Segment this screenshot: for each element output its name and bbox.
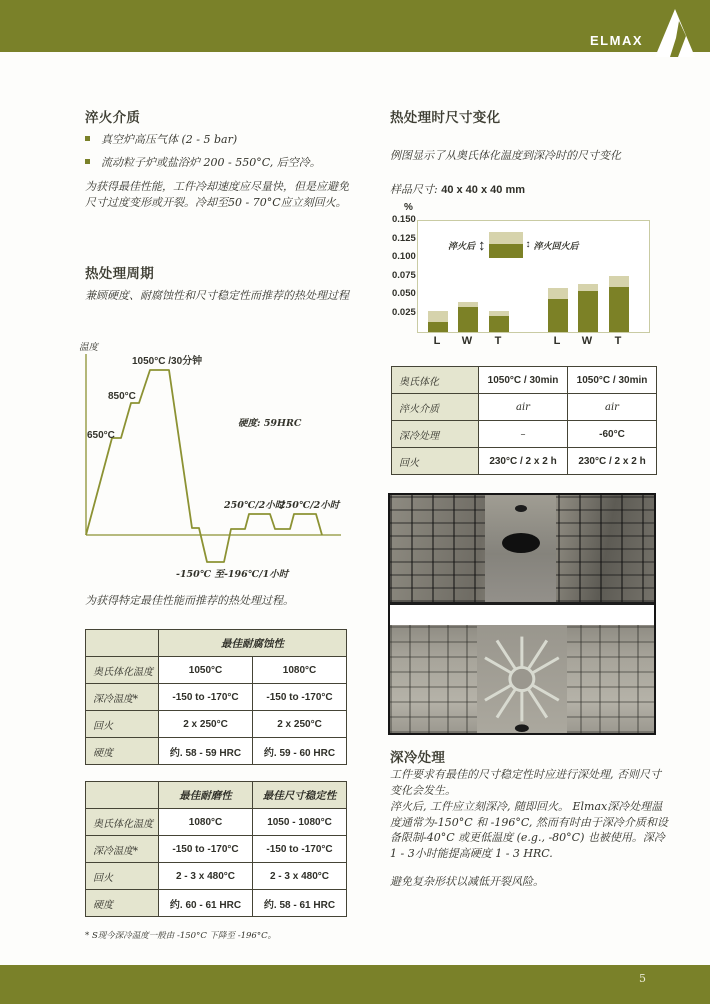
row-label: 硬度 — [86, 738, 159, 765]
row-value: 2 x 250°C — [253, 711, 347, 738]
bar-segment-tempered — [578, 291, 598, 332]
x-tick-label: T — [614, 335, 622, 347]
corrosion-resistance-table — [85, 629, 347, 765]
legend-label-quenched: 淬火后 — [448, 241, 476, 252]
bar-L-0 — [428, 311, 448, 332]
row-value: 1080°C — [159, 809, 253, 836]
bar-segment-tempered — [458, 307, 478, 332]
x-tick-label: L — [553, 335, 561, 347]
photo-center-plate — [485, 495, 556, 602]
dimensional-change-chart — [392, 203, 658, 353]
row-label: 深冷温度* — [86, 836, 159, 863]
bar-segment-tempered — [428, 322, 448, 332]
bar-segment-tempered — [548, 299, 568, 332]
row-label: 硬度 — [86, 890, 159, 917]
x-tick-label: L — [433, 335, 441, 347]
row-value: -60°C — [568, 421, 657, 448]
heat-cycle-diagram — [78, 342, 350, 587]
table-footnote: * S现今深冷温度一般由 -150°C 下降至 -196°C。 — [85, 931, 277, 941]
legend-swatch-light — [489, 232, 523, 244]
row-value: 2 x 250°C — [159, 711, 253, 738]
row-value: 约. 58 - 59 HRC — [159, 738, 253, 765]
row-value: 230°C / 2 x 2 h — [568, 448, 657, 475]
treatment-comparison-table — [391, 366, 657, 475]
y-tick-label: 0.025 — [392, 306, 416, 318]
sample-size-line — [390, 182, 525, 198]
section-title-quench-media: 淬火介质 — [85, 110, 141, 125]
wear-stability-table — [85, 781, 347, 917]
table-row — [392, 394, 657, 421]
row-label: 回火 — [392, 448, 479, 475]
column-header: 最佳耐磨性 — [159, 782, 253, 809]
list-item — [85, 131, 237, 147]
legend-swatch-dark — [489, 244, 523, 258]
cryo-paragraph-1: 工件要求有最佳的尺寸稳定性时应进行深处理, 否则尺寸变化会发生。 — [390, 768, 661, 797]
x-tick-label: W — [581, 335, 593, 347]
diagram-temper2-label: 250℃/2小时 — [279, 500, 340, 511]
diagram-cryo-label: -150℃ 至-196℃/1小时 — [176, 569, 289, 580]
photo-runner-plate — [477, 625, 567, 733]
column-header: 最佳尺寸稳定性 — [253, 782, 347, 809]
table-row — [86, 836, 347, 863]
updown-arrow-icon: ↕ — [478, 236, 486, 254]
row-value: -150 to -170°C — [253, 836, 347, 863]
row-label: 回火 — [86, 863, 159, 890]
section-title-dim-change: 热处理时尺寸变化 — [390, 110, 501, 125]
bullet-text: 真空炉高压气体 (2 - 5 bar) — [101, 133, 238, 146]
table-row — [86, 738, 347, 765]
bar-T-2 — [489, 311, 509, 332]
row-label: 奥氏体化温度 — [86, 809, 159, 836]
cycle-intro: 兼顾硬度、耐腐蚀性和尺寸稳定性而推荐的热处理过程 — [85, 289, 349, 302]
column-header: 最佳耐腐蚀性 — [159, 630, 347, 657]
section-title-cryo: 深冷处理 — [390, 750, 446, 765]
bullet-square-icon — [85, 136, 90, 141]
diagram-850-label: 850°C — [108, 391, 136, 402]
x-tick-label: W — [461, 335, 473, 347]
diagram-y-axis-label: 温度 — [79, 342, 99, 353]
row-label: 深冷温度* — [86, 684, 159, 711]
bar-W-4 — [578, 284, 598, 332]
sample-size-value: 40 x 40 x 40 mm — [441, 184, 526, 196]
y-axis-unit-label: % — [404, 202, 413, 213]
diagram-temper1-label: 250℃/2小时 — [224, 500, 285, 511]
footer-band — [0, 965, 710, 1004]
legend-sample-bar — [489, 232, 523, 258]
table-row — [86, 711, 347, 738]
runner-star-icon — [477, 625, 567, 733]
row-label: 淬火介质 — [392, 394, 479, 421]
row-value: 1050 - 1080°C — [253, 809, 347, 836]
y-tick-label: 0.075 — [392, 269, 416, 281]
photo-small-hole — [515, 505, 527, 512]
row-value: 230°C / 2 x 2 h — [479, 448, 568, 475]
optimum-note: 为获得特定最佳性能而推荐的热处理过程。 — [85, 594, 294, 607]
table-row — [392, 367, 657, 394]
x-tick-label: T — [494, 335, 502, 347]
row-value: – — [479, 421, 568, 448]
legend-label-tempered: 淬火回火后 — [533, 241, 579, 252]
diagram-peak-label: 1050°C /30分钟 — [132, 356, 203, 367]
row-value: 2 - 3 x 480°C — [159, 863, 253, 890]
row-value: 约. 60 - 61 HRC — [159, 890, 253, 917]
empty-cell — [86, 630, 159, 657]
dim-intro: 例图显示了从奥氏体化温度到深冷时的尺寸变化 — [390, 149, 621, 162]
photo-large-hole — [502, 533, 540, 553]
chart-plot-area — [417, 220, 650, 333]
row-value: 1080°C — [253, 657, 347, 684]
row-label: 奥氏体化 — [392, 367, 479, 394]
table-row — [86, 657, 347, 684]
sample-size-label: 样品尺寸: — [390, 183, 438, 196]
section-title-ht-cycle: 热处理周期 — [85, 266, 154, 281]
table-header-row — [86, 630, 347, 657]
row-value: -150 to -170°C — [159, 684, 253, 711]
row-value: -150 to -170°C — [159, 836, 253, 863]
table-row — [392, 421, 657, 448]
updown-arrow-icon: ↕ — [525, 239, 531, 250]
row-value: air — [568, 394, 657, 421]
bar-L-3 — [548, 288, 568, 332]
row-label: 奥氏体化温度 — [86, 657, 159, 684]
row-value: 1050°C / 30min — [568, 367, 657, 394]
photo-lower-mould-half — [390, 625, 654, 733]
bar-segment-tempered — [609, 287, 629, 332]
y-tick-label: 0.100 — [392, 251, 416, 262]
mould-photo — [388, 493, 656, 735]
table-row — [392, 448, 657, 475]
cryo-paragraph-2: 淬火后, 工件应立刻深冷, 随即回火。 Elmax深冷处理温度通常为-150°C 和 -196°C, 然而有时由于深冷介质和设备限制-40°C 或更低温度 (e.g., -80°C) 也被使用。深冷 1 - 3小时能提高硬度 1 - 3 HRC. — [390, 800, 668, 860]
diagram-hardness-label: 硬度: 59HRC — [238, 418, 302, 429]
photo-gap — [390, 605, 654, 625]
bar-T-5 — [609, 276, 629, 332]
row-value: 2 - 3 x 480°C — [253, 863, 347, 890]
bar-W-1 — [458, 302, 478, 332]
table-row — [86, 684, 347, 711]
brand-wordmark: ELMAX — [590, 33, 643, 48]
table-row — [86, 890, 347, 917]
photo-upper-mould-half — [390, 495, 654, 605]
quench-note: 为获得最佳性能，工件冷却速度应尽量快，但是应避免尺寸过度变形或开裂。冷却至50 - 70°C应立刻回火。 — [85, 180, 349, 209]
page-number: 5 — [639, 972, 646, 985]
diagram-650-label: 650°C — [87, 430, 115, 441]
row-value: -150 to -170°C — [253, 684, 347, 711]
bar-segment-tempered — [489, 316, 509, 332]
row-value: 约. 58 - 61 HRC — [253, 890, 347, 917]
table-row — [86, 809, 347, 836]
y-tick-label: 0.125 — [392, 232, 416, 244]
row-value: 约. 59 - 60 HRC — [253, 738, 347, 765]
mountain-logo-icon — [655, 9, 695, 57]
row-value: 1050°C / 30min — [479, 367, 568, 394]
row-value: air — [479, 394, 568, 421]
table-row — [86, 863, 347, 890]
y-tick-label: 0.050 — [392, 288, 416, 299]
cryo-paragraph-3: 避免复杂形状以减低开裂风险。 — [390, 875, 544, 888]
empty-cell — [86, 782, 159, 809]
row-label: 回火 — [86, 711, 159, 738]
bullet-square-icon — [85, 159, 90, 164]
table-header-row — [86, 782, 347, 809]
bullet-text: 流动粒子炉或盐浴炉 200 - 550°C, 后空冷。 — [101, 156, 321, 169]
chart-legend — [448, 232, 579, 258]
row-value: 1050°C — [159, 657, 253, 684]
list-item — [85, 154, 321, 170]
y-tick-label: 0.150 — [392, 214, 416, 225]
row-label: 深冷处理 — [392, 421, 479, 448]
